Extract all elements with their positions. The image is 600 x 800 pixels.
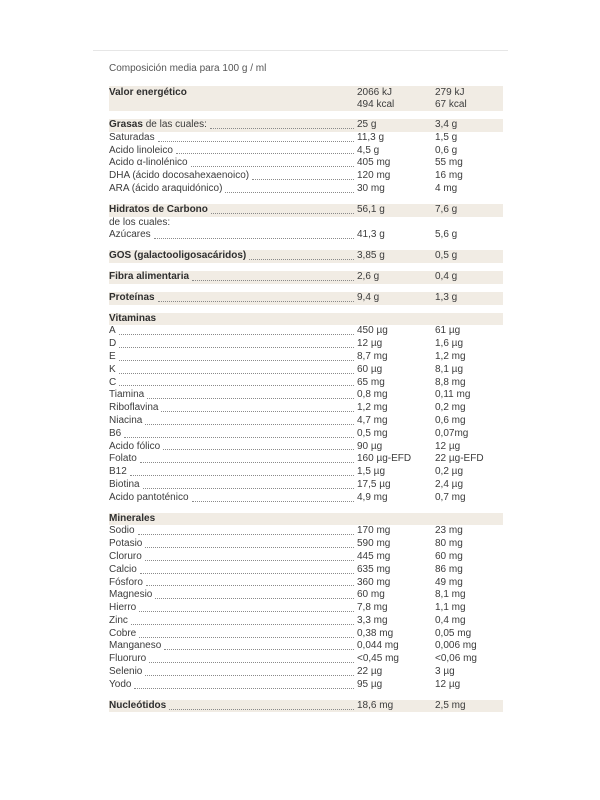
value-per-100ml: 7,6 g — [435, 203, 458, 215]
table-row — [109, 250, 503, 263]
row-label-cell — [109, 466, 357, 479]
table-row — [109, 615, 503, 628]
value-per-100ml: 1,5 g — [435, 131, 458, 143]
value-per-100g: 0,5 mg — [357, 427, 388, 439]
value-per-100g: 445 mg — [357, 550, 391, 562]
table-row — [109, 525, 503, 538]
value-per-100g: 360 mg — [357, 576, 391, 588]
nutrition-table — [109, 62, 503, 720]
table-row — [109, 628, 503, 641]
dotted-leader — [161, 411, 354, 412]
value-per-100ml: 1,6 µg — [435, 338, 464, 350]
row-label-cell — [109, 87, 357, 99]
row-label-cell — [109, 679, 357, 692]
row-label-cell — [109, 183, 357, 196]
table-section — [109, 313, 503, 505]
row-label: Tiamina — [109, 389, 145, 401]
value-per-100g: 160 µg-EFD — [357, 453, 412, 465]
row-label-cell — [109, 229, 357, 242]
dotted-leader — [225, 192, 354, 193]
table-row — [109, 453, 503, 466]
value-per-100ml: 86 mg — [435, 563, 463, 575]
dotted-leader — [147, 398, 354, 399]
row-label: Fluoruro — [109, 653, 147, 665]
value-per-100g: 56,1 g — [357, 203, 385, 215]
table-section — [109, 292, 503, 305]
row-label: Hidratos de Carbono — [109, 203, 208, 215]
value-per-100g: 4,5 g — [357, 144, 380, 156]
table-row — [109, 338, 503, 351]
row-label: C — [109, 376, 117, 388]
value-per-100g: 405 mg — [357, 157, 391, 169]
table-row — [109, 364, 503, 377]
value-per-100ml: 12 µg — [435, 440, 461, 452]
dotted-leader — [143, 488, 354, 489]
dotted-leader — [146, 585, 354, 586]
row-label: GOS (galactooligosacáridos) — [109, 250, 247, 262]
value-per-100ml: 2,4 µg — [435, 478, 464, 490]
value-per-100ml: 16 mg — [435, 170, 463, 182]
dotted-leader — [119, 373, 354, 374]
table-row — [109, 551, 503, 564]
row-label-cell — [109, 325, 357, 338]
row-label: Yodo — [109, 678, 132, 690]
value-per-100g: 2,6 g — [357, 270, 380, 282]
value-per-100g: 17,5 µg — [357, 478, 391, 490]
row-label-cell — [109, 602, 357, 615]
row-label: Saturadas — [109, 131, 155, 143]
value-per-100g: 7,8 mg — [357, 602, 388, 614]
row-label-cell — [109, 170, 357, 183]
row-label-cell — [109, 119, 357, 132]
dotted-leader — [119, 347, 354, 348]
value-per-100g: 4,9 mg — [357, 491, 388, 503]
value-per-100g: 8,7 mg — [357, 350, 388, 362]
table-row — [109, 679, 503, 692]
row-label-cell — [109, 577, 357, 590]
table-row — [109, 389, 503, 402]
table-row — [109, 513, 503, 526]
row-label: Cloruro — [109, 550, 142, 562]
row-label-cell — [109, 132, 357, 145]
table-subtitle: Composición media para 100 g / ml — [109, 63, 267, 74]
value-per-100g: 590 mg — [357, 538, 391, 550]
table-row — [109, 428, 503, 441]
dotted-leader — [145, 560, 354, 561]
dotted-leader — [139, 611, 354, 612]
row-label-cell — [109, 492, 357, 505]
table-row — [109, 313, 503, 326]
row-label: Cobre — [109, 627, 137, 639]
value-per-100g: 65 mg — [357, 376, 385, 388]
dotted-leader — [176, 153, 354, 154]
row-label-cell — [109, 653, 357, 666]
row-label-cell — [109, 513, 357, 526]
table-row — [109, 564, 503, 577]
dotted-leader — [192, 501, 354, 502]
row-label-cell — [109, 364, 357, 377]
dotted-leader — [138, 534, 354, 535]
row-label: Nucleótidos — [109, 699, 167, 711]
row-label: Niacina — [109, 414, 143, 426]
table-section — [109, 86, 503, 111]
table-row — [109, 602, 503, 615]
row-label: E — [109, 350, 116, 362]
value-per-100ml: 0,7 mg — [435, 491, 466, 503]
value-per-100g: 60 mg — [357, 589, 385, 601]
row-label: Ácido α-linolénico — [109, 157, 188, 169]
row-label-cell — [109, 389, 357, 402]
value-per-100ml: 3,4 g — [435, 119, 458, 130]
value-per-100ml: 0,5 g — [435, 250, 458, 262]
row-label-cell — [109, 441, 357, 454]
row-label: Potasio — [109, 538, 143, 550]
row-label: Minerales — [109, 512, 156, 524]
row-label-cell — [109, 453, 357, 466]
value-per-100g: 18,6 mg — [357, 699, 394, 711]
value-per-100g: 3,3 mg — [357, 614, 388, 626]
value-per-100ml: 1,2 mg — [435, 350, 466, 362]
value-per-100g: 12 µg — [357, 338, 383, 350]
table-row — [109, 577, 503, 590]
table-row — [109, 145, 503, 158]
value-per-100ml: 3 µg — [435, 666, 455, 678]
row-label-cell — [109, 157, 357, 170]
table-row — [109, 157, 503, 170]
table-row — [109, 132, 503, 145]
row-label: Azúcares — [109, 229, 151, 241]
value-per-100ml: 49 mg — [435, 576, 463, 588]
row-label-cell — [109, 271, 357, 284]
value-per-100ml: 0,05 mg — [435, 627, 472, 639]
value-per-100g: <0,45 mg — [357, 653, 399, 665]
value-per-100ml: 0,006 mg — [435, 640, 477, 652]
value-per-100ml: 80 mg — [435, 538, 463, 550]
table-row — [109, 183, 503, 196]
row-label-cell — [109, 551, 357, 564]
value-per-100g: 25 g — [357, 119, 377, 130]
table-row — [109, 538, 503, 551]
dotted-leader — [155, 598, 354, 599]
value-per-100g: 11,3 g — [357, 131, 385, 143]
value-per-100ml: 5,6 g — [435, 229, 458, 241]
table-row — [109, 402, 503, 415]
dotted-leader — [134, 688, 354, 689]
dotted-leader — [249, 259, 354, 260]
value-per-100g: 95 µg — [357, 678, 383, 690]
row-label: de los cuales: — [109, 216, 171, 228]
value-per-100g: 1,5 µg — [357, 466, 386, 478]
row-label: Calcio — [109, 563, 137, 575]
dotted-leader — [140, 573, 354, 574]
row-label-cell — [109, 564, 357, 577]
value-per-100ml: 0,4 g — [435, 270, 458, 282]
table-row — [109, 86, 503, 111]
table-row — [109, 700, 503, 713]
value-per-100ml: 2,5 mg — [435, 699, 466, 711]
table-row — [109, 204, 503, 217]
row-label: A — [109, 325, 116, 337]
dotted-leader — [210, 128, 354, 129]
row-label-cell — [109, 538, 357, 551]
row-label-cell — [109, 204, 357, 217]
table-section — [109, 513, 503, 692]
value-per-100ml: 1,1 mg — [435, 602, 466, 614]
table-row — [109, 119, 503, 132]
row-label: ARA (ácido araquidónico) — [109, 182, 223, 194]
value-per-100g: 1,2 mg — [357, 402, 388, 414]
table-section — [109, 271, 503, 284]
row-label: Manganeso — [109, 640, 162, 652]
row-label: B6 — [109, 427, 122, 439]
row-label: Sodio — [109, 525, 135, 537]
row-label-cell — [109, 292, 357, 305]
dotted-leader — [119, 334, 354, 335]
value-per-100ml: <0,06 mg — [435, 653, 477, 665]
table-row — [109, 325, 503, 338]
row-label-cell — [109, 589, 357, 602]
value-per-100ml: 22 µg-EFD — [435, 453, 484, 465]
table-row — [109, 271, 503, 284]
row-label-cell — [109, 428, 357, 441]
row-label-cell — [109, 217, 357, 230]
row-label: Fósforo — [109, 576, 143, 588]
dotted-leader — [211, 213, 354, 214]
row-label-cell — [109, 250, 357, 263]
row-label-cell — [109, 640, 357, 653]
dotted-leader — [139, 637, 354, 638]
value-per-100ml: 0,07mg — [435, 427, 469, 439]
row-label-cell — [109, 525, 357, 538]
table-row — [109, 415, 503, 428]
row-label: Valor energético — [109, 87, 187, 98]
dotted-leader — [163, 449, 354, 450]
value-per-100ml: 12 µg — [435, 678, 461, 690]
row-label-cell — [109, 313, 357, 326]
value-per-100g: 0,8 mg — [357, 389, 388, 401]
top-divider — [93, 50, 508, 51]
value-per-100ml: 279 kJ 67 kcal — [435, 87, 467, 110]
table-row — [109, 479, 503, 492]
row-label-cell — [109, 415, 357, 428]
row-label: Grasas de las cuales: — [109, 119, 207, 130]
table-section — [109, 119, 503, 196]
row-label: K — [109, 363, 116, 375]
value-per-100g: 9,4 g — [357, 291, 380, 303]
dotted-leader — [149, 662, 354, 663]
table-row — [109, 666, 503, 679]
value-per-100ml: 61 µg — [435, 325, 461, 337]
table-row — [109, 640, 503, 653]
row-label-cell — [109, 145, 357, 158]
table-row — [109, 217, 503, 230]
value-per-100ml: 4 mg — [435, 182, 458, 194]
row-label: Magnesio — [109, 589, 153, 601]
row-label: Ácido linoleico — [109, 144, 173, 156]
value-per-100g: 3,85 g — [357, 250, 385, 262]
value-per-100g: 22 µg — [357, 666, 383, 678]
dotted-leader — [164, 649, 354, 650]
value-per-100g: 4,7 mg — [357, 414, 388, 426]
dotted-leader — [252, 179, 354, 180]
row-label-cell — [109, 351, 357, 364]
value-per-100g: 635 mg — [357, 563, 391, 575]
dotted-leader — [119, 385, 354, 386]
table-row — [109, 377, 503, 390]
value-per-100g: 30 mg — [357, 182, 385, 194]
table-row — [109, 292, 503, 305]
value-per-100ml: 8,1 mg — [435, 589, 466, 601]
value-per-100g: 0,38 mg — [357, 627, 394, 639]
value-per-100ml: 1,3 g — [435, 291, 458, 303]
row-label: Hierro — [109, 602, 137, 614]
value-per-100ml: 60 mg — [435, 550, 463, 562]
row-label: B12 — [109, 466, 127, 478]
dotted-leader — [158, 301, 354, 302]
dotted-leader — [192, 280, 354, 281]
row-label: Ácido pantoténico — [109, 491, 189, 503]
value-per-100ml: 55 mg — [435, 157, 463, 169]
value-per-100ml: 0,6 g — [435, 144, 458, 156]
dotted-leader — [124, 437, 354, 438]
value-per-100ml: 8,8 mg — [435, 376, 466, 388]
table-row — [109, 589, 503, 602]
row-label-cell — [109, 628, 357, 641]
table-row — [109, 492, 503, 505]
table-row — [109, 351, 503, 364]
table-row — [109, 441, 503, 454]
row-label: Vitaminas — [109, 312, 157, 324]
value-per-100ml: 0,6 mg — [435, 414, 466, 426]
row-label-cell — [109, 402, 357, 415]
table-row — [109, 229, 503, 242]
table-row — [109, 466, 503, 479]
row-label: Selenio — [109, 666, 143, 678]
dotted-leader — [145, 675, 354, 676]
row-label: Fibra alimentaria — [109, 270, 190, 282]
dotted-leader — [131, 624, 354, 625]
row-label: Proteínas — [109, 291, 155, 303]
table-body — [109, 86, 503, 712]
row-label-cell — [109, 700, 357, 713]
table-section — [109, 204, 503, 242]
row-label: Folato — [109, 453, 137, 465]
value-per-100ml: 0,4 mg — [435, 614, 466, 626]
dotted-leader — [140, 462, 354, 463]
value-per-100ml: 0,2 µg — [435, 466, 464, 478]
dotted-leader — [154, 238, 354, 239]
value-per-100ml: 23 mg — [435, 525, 463, 537]
row-label: Ácido fólico — [109, 440, 161, 452]
row-label: Riboflavina — [109, 402, 159, 414]
row-label: DHA (ácido docosahexaenoico) — [109, 170, 250, 182]
table-row — [109, 170, 503, 183]
value-per-100g: 90 µg — [357, 440, 383, 452]
dotted-leader — [191, 166, 354, 167]
value-per-100ml: 8,1 µg — [435, 363, 464, 375]
row-label-cell — [109, 479, 357, 492]
value-per-100ml: 0,11 mg — [435, 389, 471, 401]
dotted-leader — [119, 360, 354, 361]
dotted-leader — [145, 424, 354, 425]
value-per-100g: 2066 kJ 494 kcal — [357, 87, 395, 110]
dotted-leader — [145, 547, 354, 548]
row-label: Biotina — [109, 478, 140, 490]
row-label-cell — [109, 666, 357, 679]
value-per-100g: 41,3 g — [357, 229, 385, 241]
row-label: D — [109, 338, 117, 350]
value-per-100g: 0,044 mg — [357, 640, 399, 652]
dotted-leader — [169, 709, 354, 710]
value-per-100g: 120 mg — [357, 170, 391, 182]
value-per-100g: 170 mg — [357, 525, 391, 537]
table-section — [109, 250, 503, 263]
value-per-100g: 450 µg — [357, 325, 388, 337]
row-label: Zinc — [109, 614, 128, 626]
dotted-leader — [130, 475, 354, 476]
row-label-cell — [109, 338, 357, 351]
row-label-cell — [109, 615, 357, 628]
value-per-100g: 60 µg — [357, 363, 383, 375]
dotted-leader — [158, 141, 354, 142]
table-section — [109, 700, 503, 713]
value-per-100ml: 0,2 mg — [435, 402, 466, 414]
table-row — [109, 653, 503, 666]
row-label-cell — [109, 377, 357, 390]
